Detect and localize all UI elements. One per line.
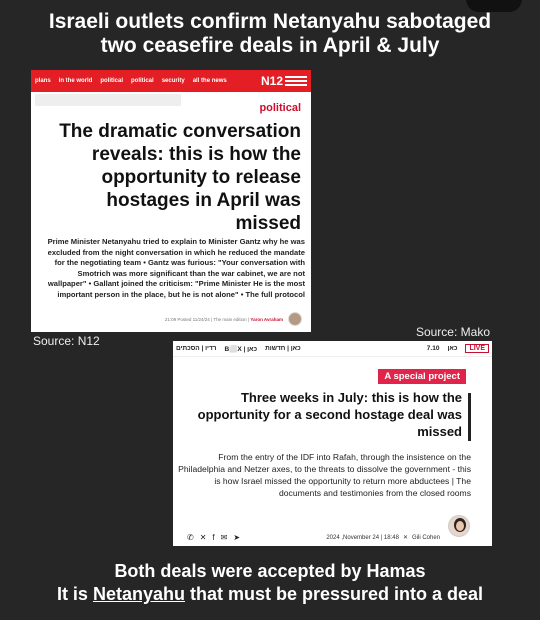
title-rule: [468, 393, 471, 441]
n12-nav-item[interactable]: all the news: [192, 78, 227, 84]
n12-sub-bar: [35, 94, 181, 106]
mako-article-meta: [326, 534, 440, 541]
avatar: [448, 515, 470, 537]
mako-nav-right: [427, 344, 489, 353]
avatar: [288, 312, 302, 326]
facebook-icon[interactable]: f: [212, 533, 215, 542]
footer-line-2-pre: It is: [56, 584, 93, 604]
n12-author[interactable]: Yaron Avraham: [250, 317, 283, 322]
telegram-icon[interactable]: ➤: [233, 533, 241, 542]
headline-line-1: Israeli outlets confirm Netanyahu sabotaged: [48, 10, 492, 33]
n12-meta-text: 21:09 Posted 11/24/24 | The main edition |: [164, 317, 250, 322]
n12-logo-text: N12: [260, 74, 283, 88]
x-icon[interactable]: ✕: [199, 533, 207, 542]
mako-nav-left: [176, 345, 301, 353]
mako-nav-item[interactable]: כאן: [447, 345, 458, 352]
mako-nav-bar: [173, 341, 492, 357]
n12-nav-item[interactable]: political: [100, 78, 124, 84]
source-n12: Source: N12: [33, 334, 100, 348]
mako-meta-date: 2024 ,November 24 | 18:48: [326, 534, 399, 541]
mako-article-card: [173, 341, 492, 546]
mako-article-lead: From the entry of the IDF into Rafah, through the insistence on the Philadelphia and Netzer axes, to the threats to dissolve the government - this is how Israel missed the opportunity to return more abductees | The documents and testimonies from the closed rooms: [178, 452, 471, 498]
n12-logo[interactable]: [261, 74, 307, 88]
headline-line-2: two ceasefire deals in April & July: [100, 34, 440, 57]
headline: [0, 10, 540, 58]
source-mako: Source: Mako: [415, 325, 490, 339]
mako-nav-item[interactable]: B⬜X | כאן: [224, 345, 258, 353]
footer-line-2-post: that must be pressured into a deal: [184, 584, 484, 604]
mako-article-title: Three weeks in July: this is how the opportunity for a second hostage deal was missed: [197, 390, 462, 439]
mako-author[interactable]: Gili Cohen: [411, 534, 440, 541]
n12-nav-item[interactable]: plans: [35, 78, 51, 84]
mail-icon[interactable]: ✉: [220, 533, 228, 542]
n12-nav-item[interactable]: in the world: [58, 78, 93, 84]
mako-nav-item[interactable]: כאן | חדשות: [265, 345, 301, 352]
mako-nav-item[interactable]: 7.10: [426, 345, 440, 352]
n12-nav-bar: [31, 70, 311, 92]
menu-icon[interactable]: [285, 76, 307, 86]
n12-nav-item[interactable]: security: [161, 78, 185, 84]
whatsapp-icon[interactable]: ✆: [187, 533, 194, 542]
n12-nav: [35, 78, 261, 84]
n12-article-title: The dramatic conversation reveals: this is how the opportunity to release hostages in April was missed: [59, 121, 301, 234]
n12-article-card: [31, 70, 311, 332]
x-icon[interactable]: ✕: [402, 535, 408, 541]
special-project-badge: A special project: [378, 369, 466, 384]
n12-nav-item[interactable]: political: [131, 78, 154, 84]
n12-category[interactable]: political: [259, 102, 301, 114]
footer-line-2: [0, 584, 540, 605]
n12-article-meta: [165, 317, 283, 322]
footer-line-1: Both deals were accepted by Hamas: [114, 561, 426, 581]
n12-article-lead: Prime Minister Netanyahu tried to explain to Minister Gantz why he was excluded from the night conversation in which he reduced the mandate for the negotiating team • Gantz was furious: "Your conversation with Smotrich was more significant than the war cabinet, we are not wallpaper" • Gallant joined the criticism: "Prime Minister He is the most important person in the place, but he is not alone" • The full protocol: [47, 237, 305, 299]
mako-nav-item[interactable]: רדיו | הסכתים: [176, 345, 217, 352]
share-bar: [187, 533, 240, 542]
live-button[interactable]: LIVE: [465, 344, 489, 353]
footer-line-2-name: Netanyahu: [92, 584, 185, 604]
